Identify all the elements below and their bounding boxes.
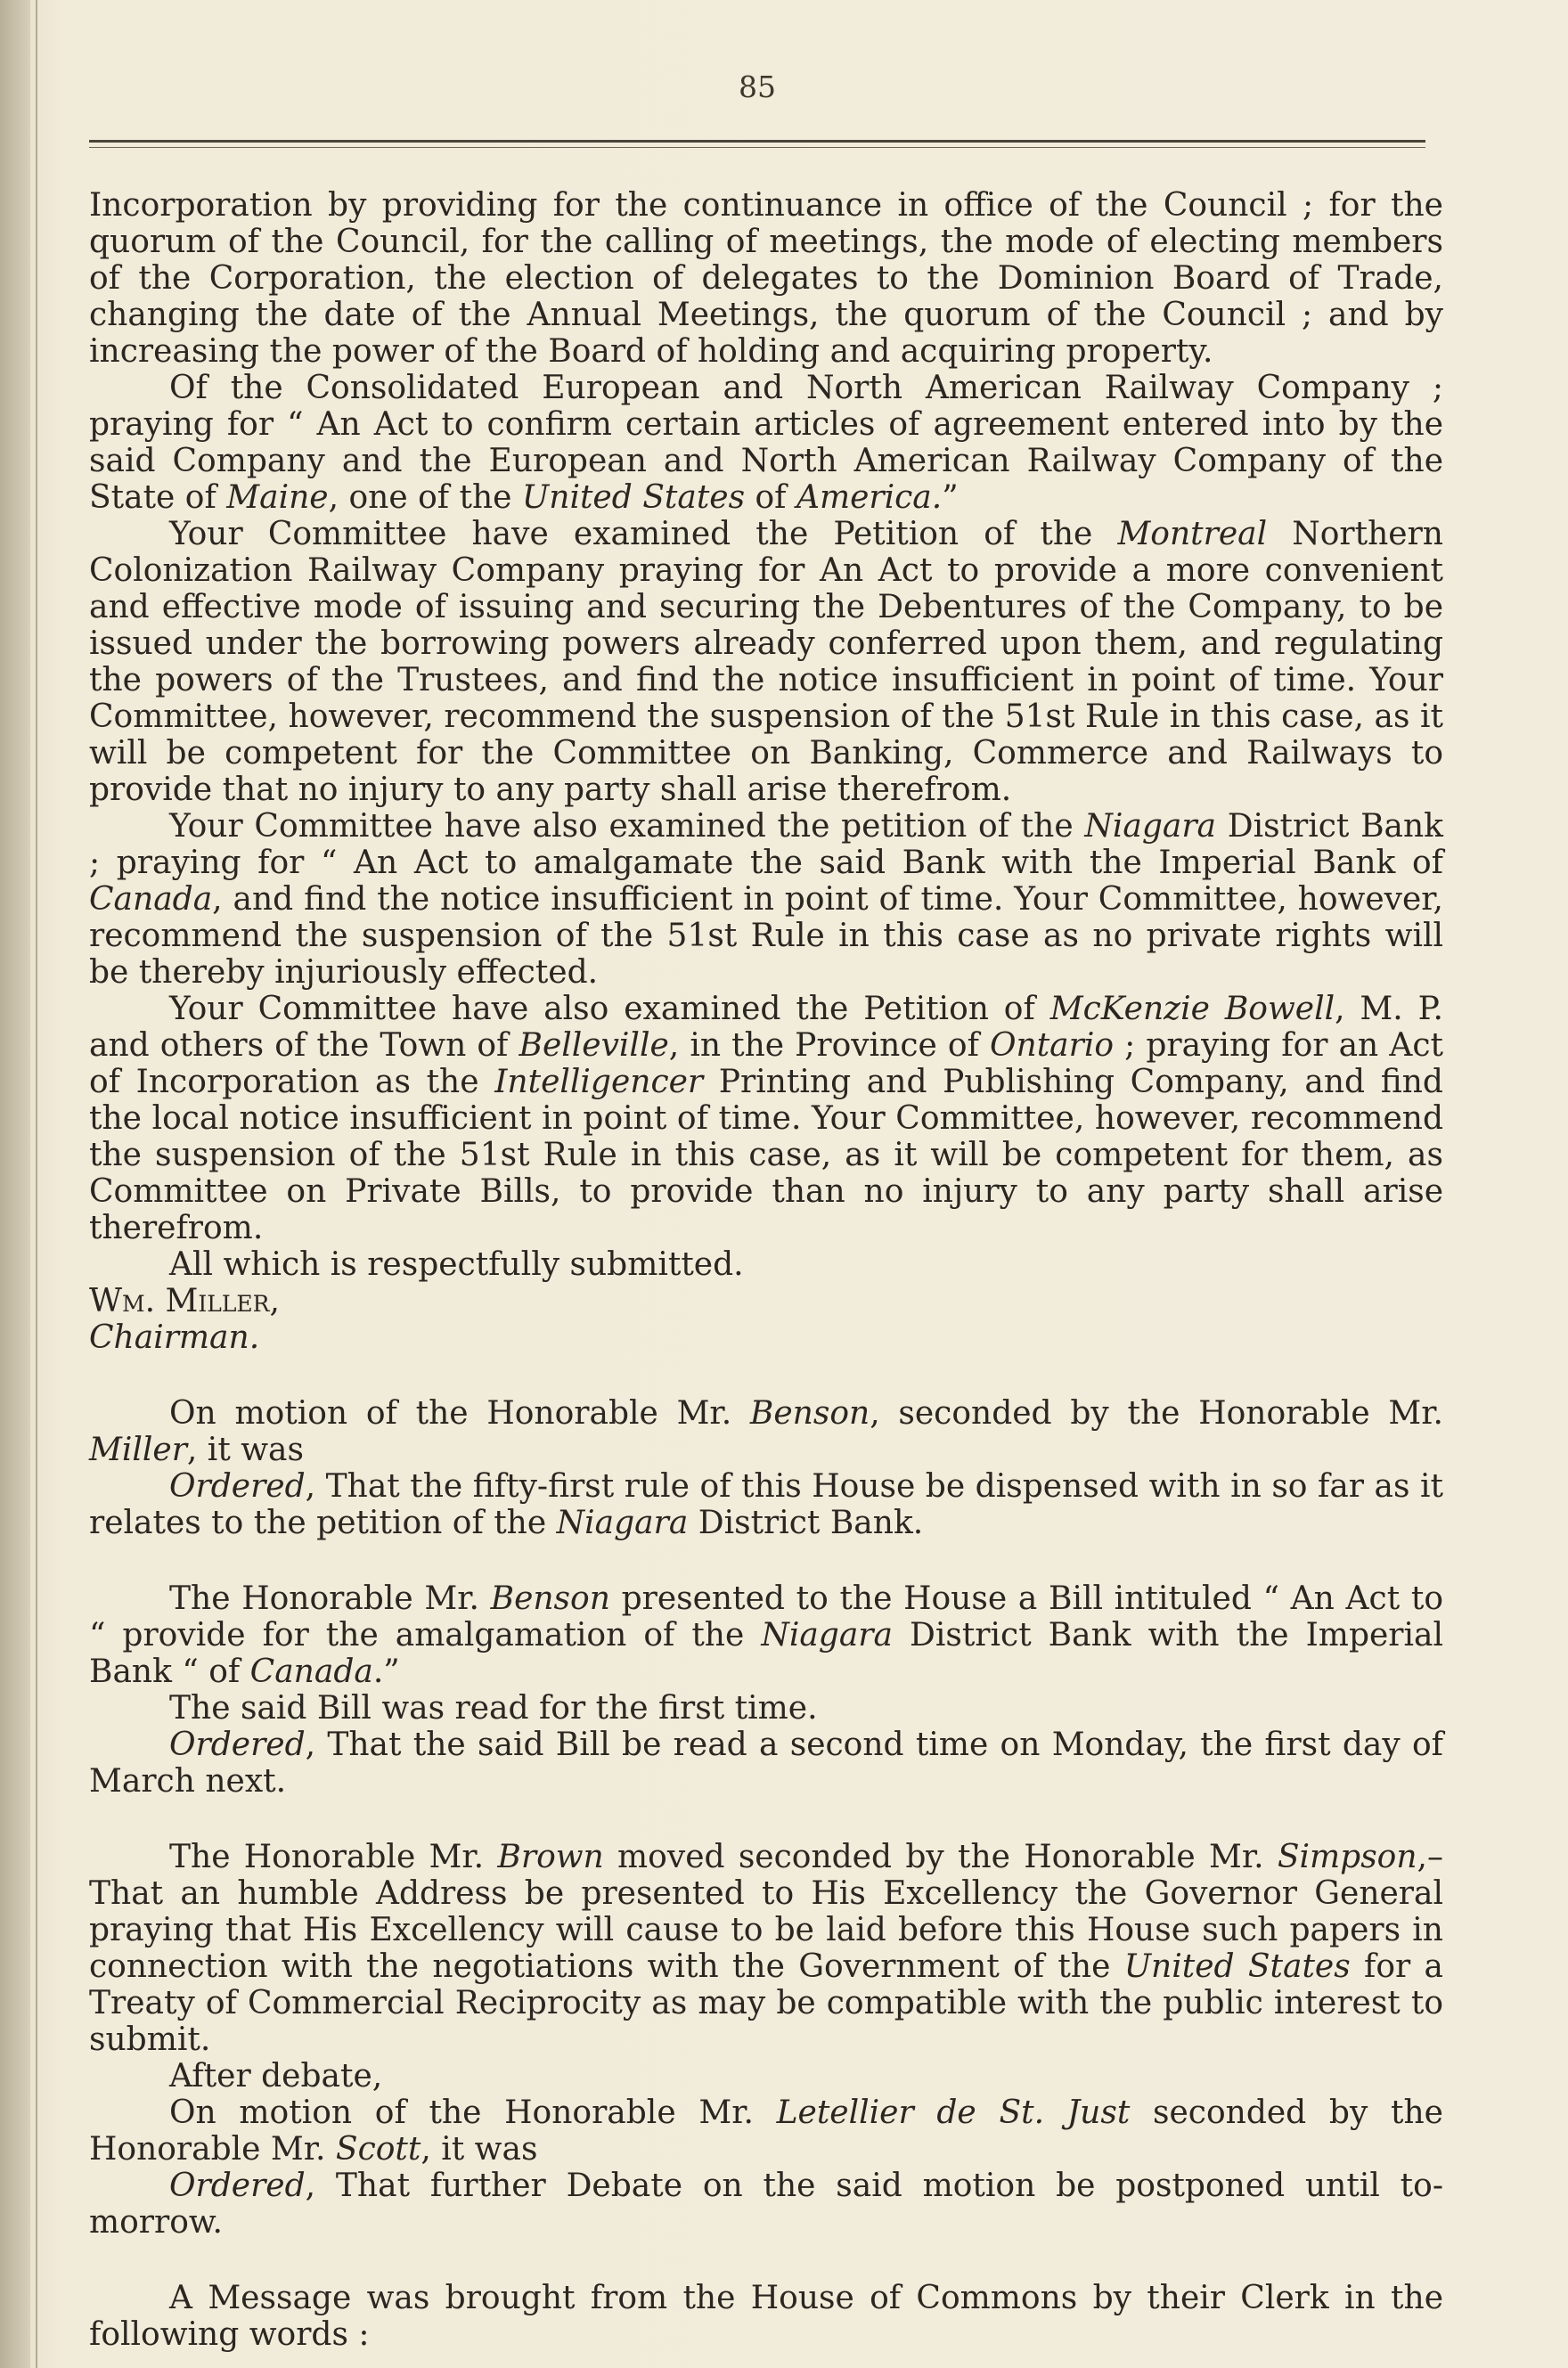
text-run: ” bbox=[942, 479, 959, 516]
header-rule-thin bbox=[89, 147, 1425, 148]
italic-text: Simpson bbox=[1277, 1839, 1417, 1875]
text-run: ,–That an humble Address be presented to His Excellency the Governor General praying that His Excellency will cause to be laid before this House such papers in connection with the negotiations with the Government of the bbox=[89, 1839, 1443, 1985]
text-run: The Honorable Mr. bbox=[169, 1839, 498, 1875]
text-run: The said Bill was read for the first time. bbox=[169, 1690, 818, 1727]
paragraph-m3 bbox=[89, 1580, 1443, 1690]
text-run: The Honorable Mr. bbox=[169, 1580, 491, 1617]
text-run: On motion of the Honorable Mr. bbox=[169, 2094, 777, 2131]
signature-name: Wm. Miller, bbox=[89, 1283, 280, 1319]
paragraph-m6 bbox=[89, 1839, 1443, 2058]
text-run: After debate, bbox=[169, 2058, 383, 2094]
paragraph-m8 bbox=[89, 2094, 1443, 2168]
paragraph-p2 bbox=[89, 370, 1443, 516]
italic-text: Maine bbox=[226, 479, 329, 516]
italic-text: Intelligencer bbox=[494, 1064, 704, 1100]
text-run: , and find the notice insufficient in point of time. Your Committee, however, recommend the suspension of the 51st Rule in this case as no private rights will be thereby injuriously effected. bbox=[89, 881, 1443, 991]
text-run: District Bank with the Imperial Bank “ of bbox=[89, 1617, 1443, 1690]
italic-text: United States bbox=[521, 479, 746, 516]
text-run: Incorporation by providing for the continuance in office of the Council ; for the quorum of the Council, for the calling of meetings, the mode of electing members of the Corporation, the election of delegates to the Dominion Board of Trade, changing the date of the Annual Meetings, the quorum of the Council ; and by increasing the power of the Board of holding and acquiring property. bbox=[89, 187, 1443, 370]
italic-text: Ontario bbox=[990, 1027, 1115, 1064]
italic-text: Benson bbox=[749, 1395, 870, 1432]
text-run: Your Committee have examined the Petition of the bbox=[169, 516, 1118, 552]
paragraph-p6 bbox=[89, 1246, 1443, 1283]
text-run: Printing and Publishing Company, and find the local notice insufficient in point of time. Your Committee, however, recommend the suspension of the 51st Rule in this case, as it will be competent for them, as Committee on Private Bills, to provide than no injury to any party shall arise therefrom. bbox=[89, 1064, 1443, 1246]
text-run: Your Committee have also examined the petition of the bbox=[169, 808, 1085, 845]
text-run: seconded by the Honorable Mr. bbox=[89, 2094, 1443, 2168]
italic-text: Letellier de St. Just bbox=[776, 2094, 1131, 2131]
italic-text: Scott bbox=[335, 2131, 421, 2168]
text-run: District Bank. bbox=[688, 1505, 924, 1541]
section-gap bbox=[89, 1800, 1443, 1839]
text-run: A Message was brought from the House of Commons by their Clerk in the following words : bbox=[89, 2280, 1443, 2353]
text-run: , in the Province of bbox=[668, 1027, 990, 1064]
italic-text: America. bbox=[796, 479, 943, 516]
page-number: 85 bbox=[739, 69, 776, 104]
committee-report bbox=[89, 187, 1443, 1283]
text-run: Northern Colonization Railway Company praying for An Act to provide a more convenient and effective mode of issuing and securing the Debentures of the Company, to be issued under the borrowing powers already conferred upon them, and regulating the powers of the Trustees, and find the notice insufficient in point of time. Your Committee, however, recommend the suspension of the 51st Rule in this case, as it will be competent for the Committee on Banking, Commerce and Railways to provide that no injury to any party shall arise therefrom. bbox=[89, 516, 1443, 808]
paragraph-m9 bbox=[89, 2168, 1443, 2241]
text-run: moved seconded by the Honorable Mr. bbox=[603, 1839, 1278, 1875]
paragraph-p5 bbox=[89, 991, 1443, 1246]
italic-text: Ordered bbox=[169, 1727, 306, 1763]
section-gap bbox=[89, 1541, 1443, 1580]
text-run: , it was bbox=[186, 1432, 304, 1468]
text-run: District Bank ; praying for “ An Act to amalgamate the said Bank with the Imperial Bank of bbox=[89, 808, 1443, 881]
italic-text: McKenzie Bowell bbox=[1049, 991, 1335, 1027]
paragraph-m10 bbox=[89, 2280, 1443, 2353]
paragraph-m4 bbox=[89, 1690, 1443, 1727]
proceedings bbox=[89, 1356, 1443, 2353]
text-run: of bbox=[745, 479, 796, 516]
italic-text: Ordered bbox=[169, 1468, 306, 1505]
italic-text: Niagara bbox=[1084, 808, 1216, 845]
paragraph-m5 bbox=[89, 1727, 1443, 1800]
italic-text: Brown bbox=[497, 1839, 604, 1875]
text-run: All which is respectfully submitted. bbox=[169, 1246, 744, 1283]
text-run: , That the fifty-first rule of this House be dispensed with in so far as it relates to the petition of the bbox=[89, 1468, 1443, 1541]
paragraph-p1 bbox=[89, 187, 1443, 370]
italic-text: Belleville bbox=[519, 1027, 669, 1064]
paragraph-m1 bbox=[89, 1395, 1443, 1468]
italic-text: Miller bbox=[89, 1432, 187, 1468]
text-run: Your Committee have also examined the Petition of bbox=[169, 991, 1050, 1027]
text-run: presented to the House a Bill intituled “ An Act to “ provide for the amalgamation of the bbox=[89, 1580, 1443, 1654]
binding-gutter bbox=[0, 0, 30, 2368]
italic-text: Niagara bbox=[761, 1617, 893, 1654]
text-run: Of the Consolidated European and North American Railway Company ; praying for “ An Act to confirm certain articles of agreement entered into by the said Company and the European and North American Railway Company of the State of bbox=[89, 370, 1443, 516]
italic-text: Niagara bbox=[556, 1505, 689, 1541]
paragraph-p3 bbox=[89, 516, 1443, 808]
italic-text: Canada bbox=[249, 1654, 373, 1690]
text-run: On motion of the Honorable Mr. bbox=[169, 1395, 750, 1432]
text-run: ; praying for an Act of Incorporation as the bbox=[89, 1027, 1443, 1100]
text-run: , seconded by the Honorable Mr. bbox=[870, 1395, 1443, 1432]
header-rule bbox=[89, 140, 1425, 143]
binding-edge-line bbox=[36, 0, 37, 2368]
paragraph-m7 bbox=[89, 2058, 1443, 2094]
italic-text: Canada bbox=[89, 881, 213, 918]
italic-text: Benson bbox=[490, 1580, 610, 1617]
italic-text: Ordered bbox=[169, 2168, 306, 2204]
italic-text: United States bbox=[1123, 1948, 1351, 1985]
text-run: , it was bbox=[421, 2131, 538, 2168]
text-run: , one of the bbox=[328, 479, 522, 516]
text-run: , That the said Bill be read a second time on Monday, the first day of March next. bbox=[89, 1727, 1443, 1800]
section-gap bbox=[89, 1356, 1443, 1395]
italic-text: Montreal bbox=[1117, 516, 1268, 552]
text-run: for a Treaty of Commercial Reciprocity as may be compatible with the public interest to submit. bbox=[89, 1948, 1443, 2058]
section-gap bbox=[89, 2241, 1443, 2280]
text-run: .” bbox=[372, 1654, 400, 1690]
text-run: , That further Debate on the said motion be postponed until to-morrow. bbox=[89, 2168, 1443, 2241]
text-run: , M. P. and others of the Town of bbox=[89, 991, 1443, 1064]
signature-title: Chairman. bbox=[89, 1319, 260, 1356]
body-text bbox=[89, 187, 1443, 2353]
paragraph-p4 bbox=[89, 808, 1443, 991]
paragraph-m2 bbox=[89, 1468, 1443, 1541]
